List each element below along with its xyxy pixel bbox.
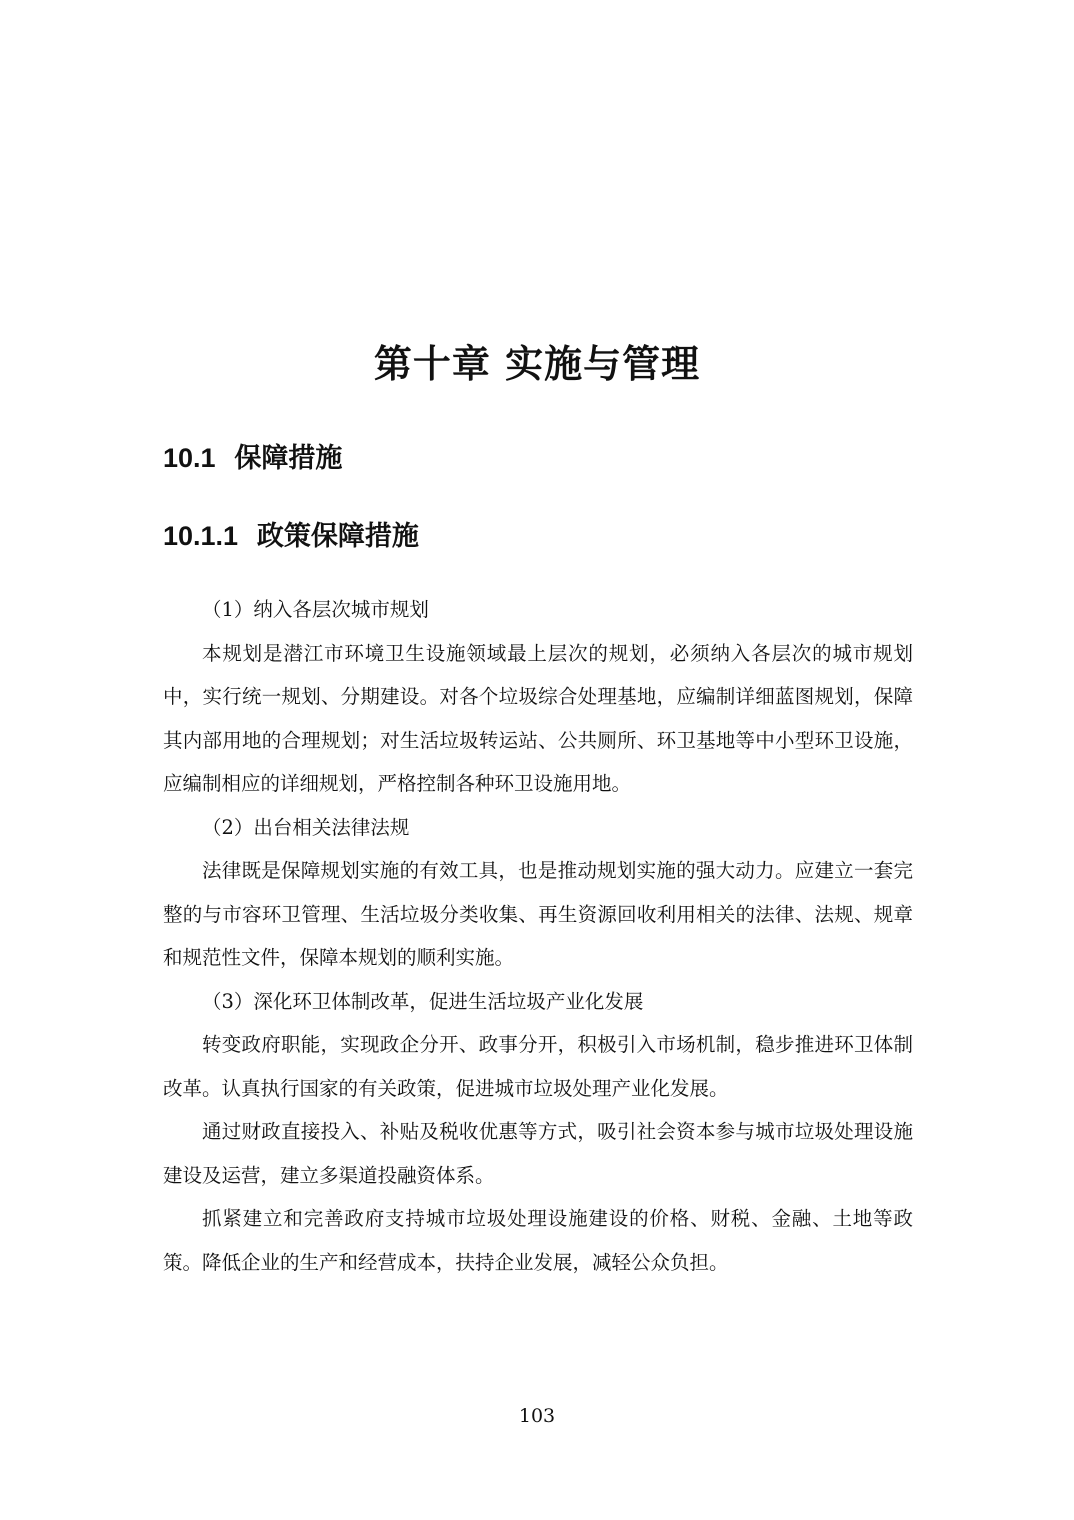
list-item-heading: （1）纳入各层次城市规划 [202, 598, 429, 621]
paragraph: 通过财政直接投入、补贴及税收优惠等方式，吸引社会资本参与城市垃圾处理设施建设及运营，建立多渠道投融资体系。 [163, 1120, 913, 1187]
subsection-title: 政策保障措施 [256, 521, 419, 552]
subsection-number: 10.1.1 [163, 521, 239, 551]
page-number: 103 [518, 1405, 556, 1427]
chapter-title: 第十章 实施与管理 [373, 341, 701, 386]
section-heading [163, 438, 342, 479]
paragraph: 本规划是潜江市环境卫生设施领域最上层次的规划，必须纳入各层次的城市规划中，实行统一规划、分期建设。对各个垃圾综合处理基地，应编制详细蓝图规划，保障其内部用地的合理规划；对生活垃圾转运站、公共厕所、环卫基地等中小型环卫设施，应编制相应的详细规划，严格控制各种环卫设施用地。 [163, 641, 913, 795]
subsection-heading [163, 516, 419, 557]
list-item-heading: （2）出台相关法律法规 [202, 815, 410, 839]
section-title: 保障措施 [234, 443, 343, 474]
paragraph: 法律既是保障规划实施的有效工具，也是推动规划实施的强大动力。应建立一套完整的与市容环卫管理、生活垃圾分类收集、再生资源回收利用相关的法律、法规、规章和规范性文件，保障本规划的顺利实施。 [163, 859, 913, 969]
paragraph: 转变政府职能，实现政企分开、政事分开，积极引入市场机制，稳步推进环卫体制改革。认真执行国家的有关政策，促进城市垃圾处理产业化发展。 [163, 1033, 913, 1100]
body-text [163, 588, 913, 1284]
section-number: 10.1 [163, 443, 216, 473]
paragraph: 抓紧建立和完善政府支持城市垃圾处理设施建设的价格、财税、金融、土地等政策。降低企业的生产和经营成本，扶持企业发展，减轻公众负担。 [163, 1207, 913, 1274]
list-item-heading: （3）深化环卫体制改革，促进生活垃圾产业化发展 [202, 989, 644, 1013]
